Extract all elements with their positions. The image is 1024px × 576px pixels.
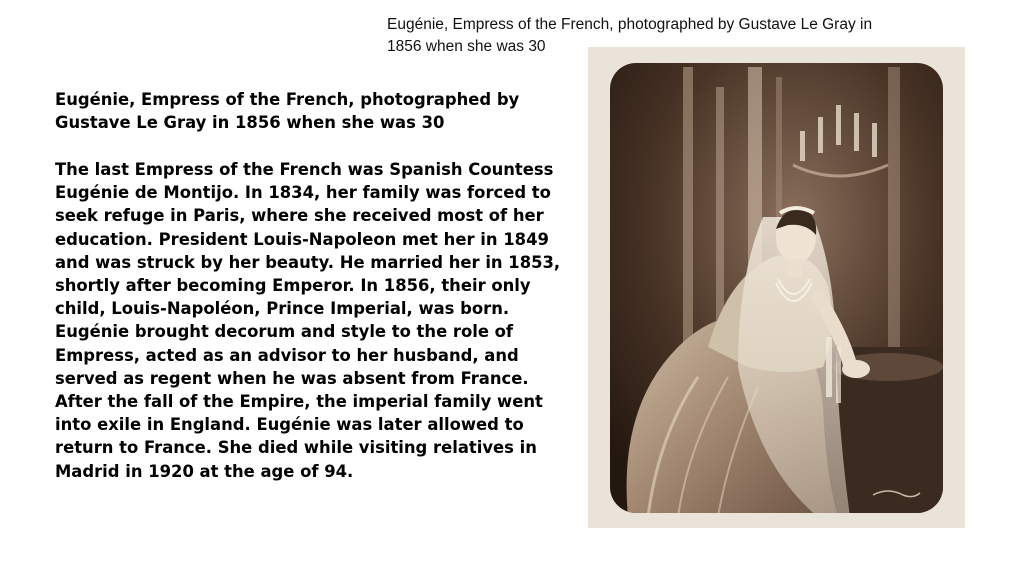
slide-heading: Eugénie, Empress of the French, photographed by Gustave Le Gray in 1856 when she was 30 xyxy=(55,90,520,132)
slide-body-text: The last Empress of the French was Spanish Countess Eugénie de Montijo. In 1834, her family was forced to seek refuge in Paris, where she received most of her education. President Louis-Napoleon met her in 1849 and was struck by her beauty. He married her in 1853, shortly after becoming Emperor. In 1856, their only child, Louis-Napoléon, Prince Imperial, was born. Eugénie brought decorum and style to the role of Empress, acted as an advisor to her husband, and served as regent when he was absent from France. After the fall of the Empire, the imperial family went into exile in England. Eugénie was later allowed to return to France. She died while visiting relatives in Madrid in 1920 at the age of 94. xyxy=(55,160,561,481)
photo-scene xyxy=(610,63,943,517)
portrait-image xyxy=(588,47,965,528)
portrait-photograph xyxy=(588,47,965,528)
photo-caption: Eugénie, Empress of the French, photographed by Gustave Le Gray in 1856 when she was 30 xyxy=(387,16,873,55)
